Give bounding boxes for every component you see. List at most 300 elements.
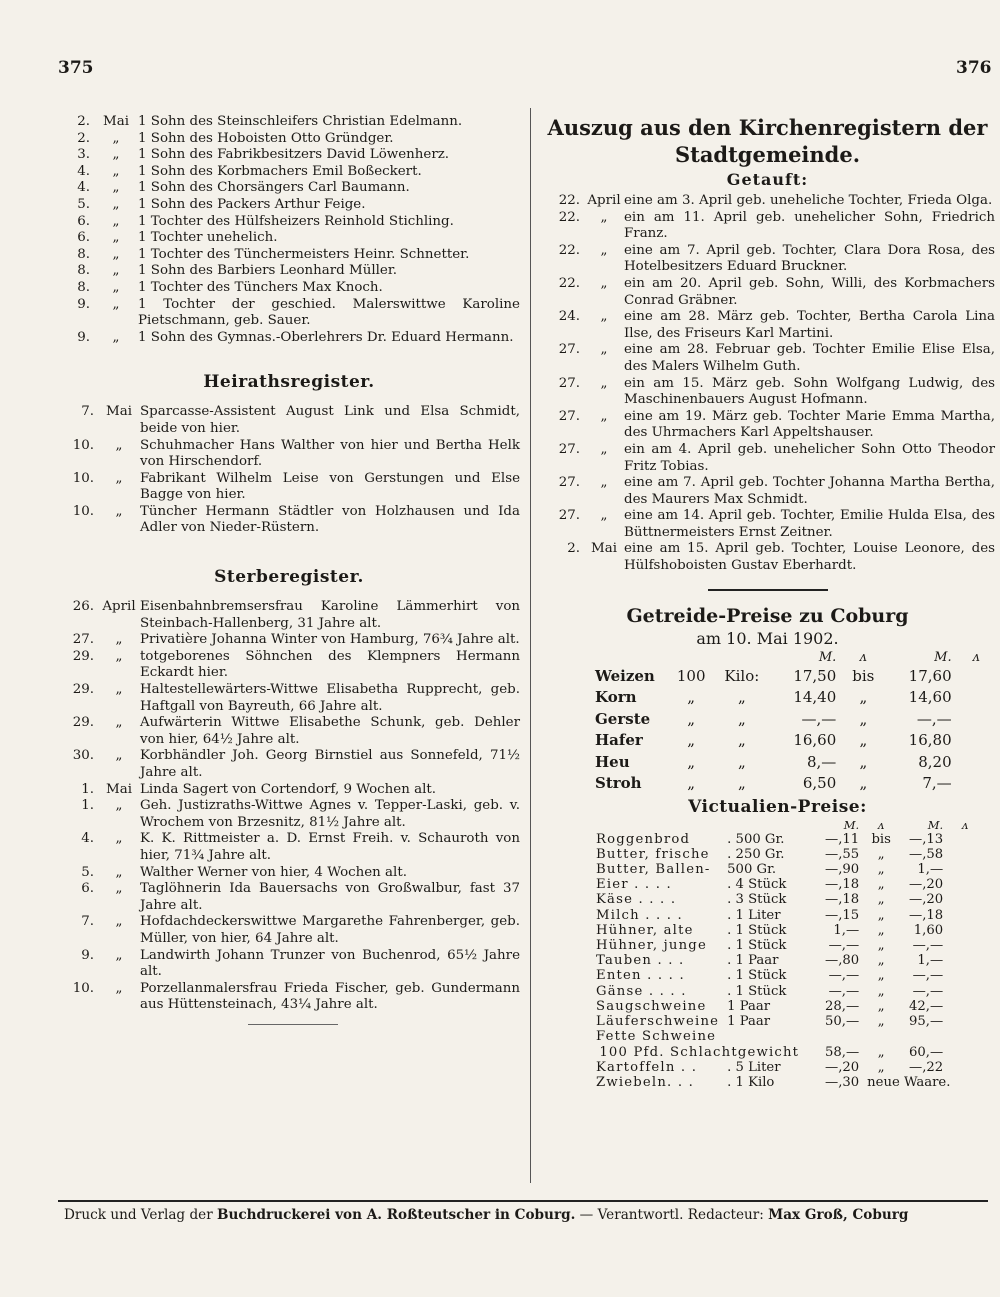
entry-month: „ <box>115 682 123 698</box>
register-entry <box>58 214 520 231</box>
entry-text: 1 Sohn des Fabrikbesitzers David Löwenherz. <box>138 147 450 163</box>
entry-text: 1 Sohn des Packers Arthur Feige. <box>138 196 366 212</box>
register-entry <box>58 748 520 781</box>
marriage-register-heading: Heirathsregister. <box>203 372 375 393</box>
entry-day: 10. <box>72 437 94 453</box>
victuals-low: 1,— <box>833 922 860 938</box>
grain-row <box>595 773 995 795</box>
entry-text: Geh. Justizraths-Wittwe Agnes v. Tepper-Laski, geb. v. Wrochem von Brzesnitz, 81½ Jahre alt. <box>140 798 520 830</box>
victuals-item: Käse . . . . <box>596 892 677 908</box>
entry-text: ein am 11. April geb. unehelicher Sohn, Friedrich Franz. <box>624 209 995 242</box>
victuals-row <box>596 923 983 938</box>
entry-day: 7. <box>81 914 94 930</box>
victuals-row <box>596 832 983 847</box>
victuals-sep: „ <box>877 953 885 969</box>
victuals-currency-row <box>596 819 983 832</box>
victuals-amount: . 1 Stück <box>727 968 787 984</box>
register-entry <box>540 376 995 409</box>
victuals-sep: bis <box>871 831 891 847</box>
register-entry <box>58 330 520 347</box>
entry-text: Fabrikant Wilhelm Leise von Gerstungen und Else Bagge von hier. <box>140 470 520 503</box>
victuals-row <box>596 892 983 907</box>
victuals-row <box>596 1045 983 1060</box>
entry-day: 6. <box>77 213 90 229</box>
grain-qty: „ <box>687 688 696 707</box>
register-entry <box>58 471 520 504</box>
victuals-item: Fette Schweine <box>596 1029 717 1045</box>
entry-month: „ <box>115 715 123 731</box>
entry-day: 9. <box>77 296 90 312</box>
entry-text: Hofdachdeckerswittwe Margarethe Fahrenberger, geb. Müller, von hier, 64 Jahre alt. <box>140 914 520 946</box>
victuals-sep: „ <box>877 877 885 893</box>
grain-currency-row <box>595 650 995 666</box>
grain-high: 7,— <box>922 774 952 793</box>
register-entry <box>58 297 520 330</box>
entry-day: 27. <box>558 441 580 457</box>
register-entry <box>58 865 520 882</box>
entry-text: ein am 4. April geb. unehelicher Sohn Otto Theodor Fritz Tobias. <box>624 441 995 474</box>
entry-day: 9. <box>81 947 94 963</box>
register-entry <box>58 682 520 715</box>
entry-day: 2. <box>567 541 580 557</box>
victuals-row <box>596 1075 983 1090</box>
entry-text: Eisenbahnbremsersfrau Karoline Lämmerhirt von Steinbach-Hallenberg, 31 Jahre alt. <box>140 599 520 631</box>
victuals-high: —,58 <box>909 846 944 862</box>
entry-month: „ <box>600 375 608 391</box>
entry-month: „ <box>115 470 123 486</box>
victuals-amount: . 1 Stück <box>727 922 787 938</box>
victuals-sep: „ <box>877 983 885 999</box>
entry-text: eine am 28. März geb. Tochter, Bertha Carola Lina Ilse, des Friseurs Karl Martini. <box>624 309 995 341</box>
grain-sep: „ <box>859 709 868 728</box>
currency-label: ᴧ <box>877 817 885 832</box>
entry-month: „ <box>600 309 608 325</box>
entry-text: eine am 15. April geb. Tochter, Louise Leonore, des Hülfshoboisten Gustav Eberhardt. <box>624 541 995 574</box>
register-entry <box>58 247 520 264</box>
entry-month: „ <box>115 881 123 897</box>
entry-month: April <box>587 193 621 208</box>
grain-name: Weizen <box>595 666 655 685</box>
entry-text: 1 Tochter der geschied. Malerswittwe Karoline Pietschmann, geb. Sauer. <box>138 296 520 329</box>
grain-row <box>595 709 995 731</box>
entry-day: 8. <box>77 263 90 279</box>
entry-month: „ <box>112 130 120 146</box>
victuals-low: —,55 <box>825 846 860 862</box>
imprint-text-1: Druck und Verlag der <box>64 1207 218 1223</box>
entry-text: Privatière Johanna Winter von Hamburg, 76¾ Jahre alt. <box>140 632 520 648</box>
grain-name: Stroh <box>595 774 642 793</box>
victuals-row <box>596 862 983 877</box>
victuals-item: Enten . . . . <box>596 968 685 984</box>
entry-month: „ <box>115 798 123 814</box>
victuals-amount: 1 Paar <box>727 998 771 1014</box>
entry-month: „ <box>115 980 123 996</box>
grain-prices-title: Getreide-Preise zu Coburg <box>626 604 909 627</box>
birth-register <box>58 114 520 346</box>
register-entry <box>58 504 520 537</box>
entry-text: eine am 7. April geb. Tochter Johanna Martha Bertha, des Maurers Max Schmidt. <box>624 475 995 507</box>
entry-day: 10. <box>72 980 94 996</box>
victuals-low: —,— <box>828 983 860 999</box>
entry-day: 22. <box>558 209 580 225</box>
victuals-row <box>596 908 983 923</box>
register-entry <box>58 280 520 297</box>
victuals-sep: „ <box>877 1059 885 1075</box>
victuals-high: 42,— <box>909 998 944 1014</box>
currency-label: ᴧ <box>859 649 868 665</box>
entry-day: 10. <box>72 503 94 519</box>
register-entry <box>58 649 520 682</box>
church-register-title-line1: Auszug aus den Kirchenregistern der <box>547 115 988 140</box>
entry-day: 22. <box>558 275 580 291</box>
victuals-low: 58,— <box>825 1044 860 1060</box>
entry-day: 1. <box>81 781 94 797</box>
register-entry <box>58 948 520 981</box>
entry-text: 1 Sohn des Hoboisten Otto Gründger. <box>138 130 394 146</box>
entry-text: Schuhmacher Hans Walther von hier und Bertha Helk von Hirschendorf. <box>140 437 520 470</box>
victuals-row <box>596 938 983 953</box>
victuals-high: —,18 <box>909 907 944 923</box>
register-entry <box>58 715 520 748</box>
left-column <box>58 114 520 1025</box>
victuals-amount: . 4 Stück <box>727 877 787 893</box>
register-entry <box>540 475 995 508</box>
victuals-row <box>596 847 983 862</box>
grain-high: 16,80 <box>908 731 952 750</box>
register-entry <box>58 147 520 164</box>
entry-text: 1 Tochter des Hülfsheizers Reinhold Stichling. <box>138 213 454 229</box>
grain-sep: „ <box>859 688 868 707</box>
grain-sep: „ <box>859 774 868 793</box>
grain-low: 14,40 <box>793 688 837 707</box>
grain-unit: „ <box>737 709 746 728</box>
entry-month: „ <box>112 263 120 279</box>
entry-month: „ <box>600 275 608 291</box>
victuals-item: Roggenbrod <box>596 831 691 847</box>
grain-name: Hafer <box>595 731 643 750</box>
currency-label: M. <box>927 817 944 832</box>
entry-day: 8. <box>77 246 90 262</box>
victuals-sep: „ <box>877 846 885 862</box>
grain-row <box>595 730 995 752</box>
victuals-item: Milch . . . . <box>596 907 683 923</box>
entry-text: 1 Tochter unehelich. <box>138 230 278 246</box>
entry-month: „ <box>112 279 120 295</box>
victuals-amount: . 5 Liter <box>727 1059 781 1075</box>
grain-row <box>595 666 995 688</box>
baptisms-heading: Getauft: <box>726 170 809 189</box>
victuals-sep: „ <box>877 907 885 923</box>
victuals-amount: . 3 Stück <box>727 892 787 908</box>
entry-month: „ <box>112 246 120 262</box>
victuals-high: —,20 <box>909 877 944 893</box>
victuals-high: —,20 <box>909 892 944 908</box>
grain-unit: Kilo: <box>724 666 760 685</box>
victuals-item: Zwiebeln. . . <box>596 1074 694 1090</box>
entry-text: Sparcasse-Assistent August Link und Elsa Schmidt, beide von hier. <box>140 404 520 436</box>
victuals-prices-title: Victualien-Preise: <box>688 796 867 817</box>
victuals-item: Saugschweine <box>596 998 707 1014</box>
entry-day: 5. <box>77 196 90 212</box>
column-divider <box>530 108 531 1183</box>
baptism-register <box>540 193 995 575</box>
victuals-item: Butter, frische <box>596 846 710 862</box>
entry-month: „ <box>112 230 120 246</box>
grain-low: 6,50 <box>802 774 837 793</box>
entry-day: 22. <box>558 193 580 208</box>
footer-rule <box>58 1200 988 1202</box>
grain-qty: „ <box>687 774 696 793</box>
entry-day: 5. <box>81 864 94 880</box>
victuals-high: 1,60 <box>913 922 944 938</box>
grain-name: Korn <box>595 688 637 707</box>
victuals-item: Gänse . . . . <box>596 983 687 999</box>
grain-header-blank <box>668 650 715 666</box>
grain-row <box>595 752 995 774</box>
victuals-sep: „ <box>877 998 885 1014</box>
victuals-high: 1,— <box>917 953 944 969</box>
grain-name: Heu <box>595 752 630 771</box>
register-entry <box>58 230 520 247</box>
grain-sep: „ <box>859 752 868 771</box>
entry-month: Mai <box>106 404 132 420</box>
entry-day: 3. <box>77 147 90 163</box>
entry-month: „ <box>112 163 120 179</box>
victuals-high: —,— <box>912 938 944 954</box>
victuals-amount: . 1 Stück <box>727 983 787 999</box>
entry-month: „ <box>112 180 120 196</box>
victuals-amount: . 1 Liter <box>727 907 781 923</box>
victuals-sep: „ <box>877 922 885 938</box>
entry-month: „ <box>115 864 123 880</box>
entry-month: „ <box>600 408 608 424</box>
entry-month: „ <box>112 296 120 312</box>
imprint-editor: Max Groß, Coburg <box>768 1207 909 1223</box>
victuals-header-blank <box>723 819 803 832</box>
grain-qty: „ <box>687 709 696 728</box>
register-entry <box>540 409 995 442</box>
currency-label: M. <box>934 649 952 665</box>
entry-text: 1 Sohn des Korbmachers Emil Boßeckert. <box>138 163 422 179</box>
victuals-high: 60,— <box>909 1044 944 1060</box>
entry-month: Mai <box>106 781 132 797</box>
entry-day: 27. <box>558 408 580 424</box>
register-entry <box>58 180 520 197</box>
grain-unit: „ <box>737 731 746 750</box>
entry-text: Aufwärterin Wittwe Elisabethe Schunk, geb. Dehler von hier, 64½ Jahre alt. <box>140 715 520 747</box>
victuals-sep: „ <box>877 938 885 954</box>
register-entry <box>58 881 520 914</box>
victuals-high <box>899 1029 947 1044</box>
grain-row <box>595 687 995 709</box>
victuals-sep: „ <box>877 1014 885 1030</box>
register-entry <box>540 442 995 475</box>
entry-day: 24. <box>558 309 580 325</box>
register-entry <box>540 276 995 309</box>
imprint-printer: Buchdruckerei von A. Roßteutscher in Coburg. <box>217 1207 576 1223</box>
grain-qty: 100 <box>676 666 706 685</box>
victuals-item: Tauben . . . <box>596 953 685 969</box>
entry-text: Linda Sagert von Cortendorf, 9 Wochen alt. <box>140 781 436 797</box>
imprint-footer <box>64 1207 990 1223</box>
victuals-row <box>596 877 983 892</box>
entry-day: 4. <box>77 163 90 179</box>
currency-label: M. <box>818 649 837 665</box>
page-number-left: 375 <box>58 58 94 78</box>
victuals-low: —,— <box>828 968 860 984</box>
register-entry <box>58 798 520 831</box>
entry-month: „ <box>115 437 123 453</box>
currency-label: M. <box>843 817 860 832</box>
entry-month: „ <box>115 914 123 930</box>
grain-qty: „ <box>687 731 696 750</box>
register-entry <box>58 438 520 471</box>
victuals-row <box>596 1014 983 1029</box>
victuals-low: 28,— <box>825 998 860 1014</box>
victuals-low: —,80 <box>825 953 860 969</box>
church-register-title <box>540 114 995 168</box>
victuals-amount: . 1 Kilo <box>727 1074 775 1090</box>
entry-day: 1. <box>81 798 94 814</box>
entry-text: Porzellanmalersfrau Frieda Fischer, geb. Gundermann aus Hüttensteinach, 43¼ Jahre alt. <box>140 980 520 1013</box>
entry-month: Mai <box>103 114 129 129</box>
victuals-low: —,18 <box>825 877 860 893</box>
entry-month: „ <box>115 947 123 963</box>
victuals-sep: neue Waare. <box>867 1074 951 1090</box>
page-number-right: 376 <box>956 58 992 78</box>
register-entry <box>58 197 520 214</box>
grain-low: 16,60 <box>793 731 837 750</box>
imprint-text-2: — Verantwortl. Redacteur: <box>575 1207 769 1223</box>
entry-month: „ <box>600 508 608 524</box>
entry-day: 26. <box>72 599 94 615</box>
entry-text: Haltestellewärters-Wittwe Elisabetha Rupprecht, geb. Haftgall von Bayreuth, 66 Jahre alt. <box>140 682 520 714</box>
entry-text: ein am 20. April geb. Sohn, Willi, des Korbmachers Conrad Gräbner. <box>624 275 995 308</box>
entry-text: Landwirth Johann Trunzer von Buchenrod, 65½ Jahre alt. <box>140 947 520 980</box>
victuals-amount: . 500 Gr. <box>727 831 785 847</box>
register-entry <box>58 131 520 148</box>
entry-month: „ <box>600 342 608 358</box>
victuals-amount: 500 Gr. <box>727 862 777 878</box>
entry-text: eine am 19. März geb. Tochter Marie Emma Martha, des Uhrmachers Karl Appeltshauser. <box>624 408 995 441</box>
register-entry <box>58 632 520 649</box>
grain-qty: „ <box>687 752 696 771</box>
entry-text: eine am 7. April geb. Tochter, Clara Dora Rosa, des Hotelbesitzers Eduard Bruckner. <box>624 242 995 275</box>
entry-text: ein am 15. März geb. Sohn Wolfgang Ludwig, des Maschinenbauers August Hofmann. <box>624 375 995 408</box>
register-entry <box>58 831 520 864</box>
victuals-row <box>596 953 983 968</box>
grain-high: 14,60 <box>908 688 952 707</box>
victuals-amount: . 1 Stück <box>727 938 787 954</box>
entry-day: 8. <box>77 279 90 295</box>
entry-text: K. K. Rittmeister a. D. Ernst Freih. v. Schauroth von hier, 71¾ Jahre alt. <box>140 831 520 863</box>
register-entry <box>58 981 520 1014</box>
victuals-item: 100 Pfd. Schlachtgewicht <box>599 1044 800 1060</box>
victuals-high: —,— <box>912 968 944 984</box>
register-entry <box>540 342 995 375</box>
entry-month: „ <box>115 648 123 664</box>
grain-sep: bis <box>852 666 875 685</box>
victuals-low: —,11 <box>825 831 860 847</box>
victuals-item: Läuferschweine <box>596 1014 720 1030</box>
entry-text: 1 Tochter des Tünchers Max Knoch. <box>138 279 383 295</box>
register-entry <box>58 263 520 280</box>
victuals-item: Kartoffeln . . <box>596 1059 698 1075</box>
register-entry <box>58 599 520 632</box>
victuals-low: 50,— <box>825 1014 860 1030</box>
victuals-low: —,90 <box>825 862 860 878</box>
entry-text: eine am 28. Februar geb. Tochter Emilie Elise Elsa, des Malers Wilhelm Guth. <box>624 342 995 374</box>
grain-unit: „ <box>737 752 746 771</box>
grain-sep: „ <box>859 731 868 750</box>
victuals-sep <box>863 1029 899 1044</box>
victuals-high: —,13 <box>909 831 944 847</box>
victuals-item: Butter, Ballen- <box>596 862 711 878</box>
entry-day: 27. <box>72 632 94 648</box>
victuals-amount: . 1 Paar <box>727 953 779 969</box>
entry-text: eine am 3. April geb. uneheliche Tochter, Frieda Olga. <box>624 193 993 208</box>
victuals-item: Hühner, junge <box>596 938 707 954</box>
death-register-heading: Sterberegister. <box>214 567 364 588</box>
entry-day: 29. <box>72 715 94 731</box>
currency-label: ᴧ <box>972 649 980 665</box>
entry-month: „ <box>600 242 608 258</box>
register-entry <box>58 114 520 131</box>
entry-text: Korbhändler Joh. Georg Birnstiel aus Sonnefeld, 71½ Jahre alt. <box>140 748 520 780</box>
victuals-item: Eier . . . . <box>596 877 672 893</box>
victuals-row <box>596 1029 983 1044</box>
victuals-high: —,22 <box>909 1059 944 1075</box>
entry-day: 27. <box>558 508 580 524</box>
grain-prices-table <box>595 650 995 795</box>
victuals-high: —,— <box>912 983 944 999</box>
victuals-row <box>596 968 983 983</box>
currency-label: ᴧ <box>961 817 969 832</box>
entry-month: „ <box>115 831 123 847</box>
grain-high: 17,60 <box>908 666 952 685</box>
entry-day: 27. <box>558 475 580 491</box>
entry-month: Mai <box>591 541 617 557</box>
entry-text: 1 Sohn des Barbiers Leonhard Müller. <box>138 263 398 279</box>
victuals-high: 95,— <box>909 1014 944 1030</box>
grain-prices-date: am 10. Mai 1902. <box>696 628 839 648</box>
register-entry <box>540 243 995 276</box>
victuals-sep: „ <box>877 968 885 984</box>
entry-month: „ <box>112 329 120 345</box>
register-entry <box>58 164 520 181</box>
register-entry <box>540 541 995 574</box>
entry-month: „ <box>112 147 120 163</box>
entry-day: 29. <box>72 648 94 664</box>
victuals-low: —,20 <box>825 1059 860 1075</box>
register-entry <box>58 782 520 799</box>
victuals-low: —,30 <box>825 1074 860 1090</box>
entry-day: 2. <box>77 114 90 129</box>
entry-day: 4. <box>81 831 94 847</box>
right-column <box>540 114 995 1090</box>
grain-low: 8,— <box>806 752 837 771</box>
entry-text: 1 Tochter des Tünchermeisters Heinr. Schnetter. <box>138 246 470 262</box>
register-entry <box>540 210 995 243</box>
entry-day: 30. <box>72 748 94 764</box>
victuals-row <box>596 984 983 999</box>
grain-high: —,— <box>916 709 952 728</box>
entry-month: „ <box>112 196 120 212</box>
grain-header-blank <box>595 650 668 666</box>
death-register <box>58 599 520 1014</box>
entry-day: 7. <box>81 404 94 420</box>
marriage-register <box>58 404 520 537</box>
